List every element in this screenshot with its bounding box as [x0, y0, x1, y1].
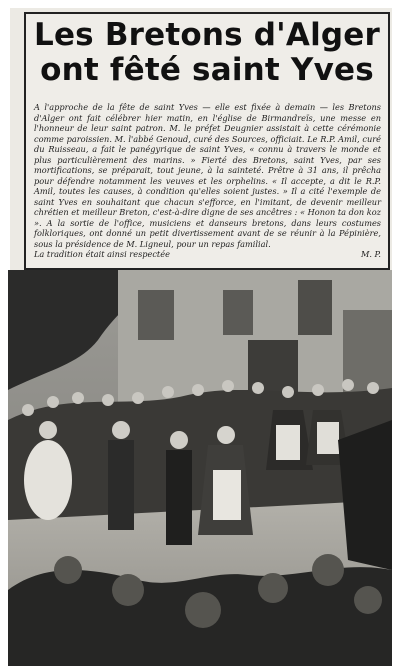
- building-window: [138, 290, 174, 340]
- building-window: [223, 290, 253, 335]
- building-window: [298, 280, 332, 335]
- closing-line: La tradition était ainsi respectée: [34, 249, 170, 259]
- headline: [30, 18, 384, 88]
- news-photo: [8, 270, 392, 666]
- article-text: A l'approche de la fête de saint Yves — elle est fixée à demain — les Bretons d'Alger ont fait célébrer hier matin, en l'église de Birmandreïs, une messe en l'honneur de leur saint patron. M. le préfet Deugnier assistait à cette cérémonie comme paroissien. M. l'abbé Genoud, curé des Sources, officiait. Le R.P. Amil, curé du Ruisseau, a fait le panégyrique de saint Yves, « connu à travers le monde et plus particulièrement des marins. » Fierté des Bretons, saint Yves, par ses mortifications, se préparait, tout jeune, à la sainteté. Prêtre à 31 ans, il prêcha pour défendre notamment les veuves et les orphelins. « Il accepte, a dit le R.P. Amil, toutes les causes, à condition qu'elles soient justes. » Il a cité l'exemple de saint Yves en souhaitant que chacun s'efforce, en l'imitant, de devenir meilleur chrétien et meilleur Breton, c'est-à-dire digne de ses ancêtres : « Honon ta don koz ». A la sortie de l'office, musiciens et danseurs bretons, dans leurs costumes folkloriques, ont donné un petit divertissement avant de se réunir à la Pépinière, sous la présidence de M. Ligneul, pour un repas familial.: [34, 102, 381, 249]
- photo-illustration: [8, 270, 392, 666]
- headline-line-1: Les Bretons d'Alger: [34, 17, 380, 53]
- article-body: [34, 102, 381, 260]
- article-frame: [24, 12, 390, 270]
- headline-line-2: ont fêté saint Yves: [40, 52, 374, 88]
- signature: M. P.: [360, 249, 381, 259]
- article-closing: [34, 249, 381, 260]
